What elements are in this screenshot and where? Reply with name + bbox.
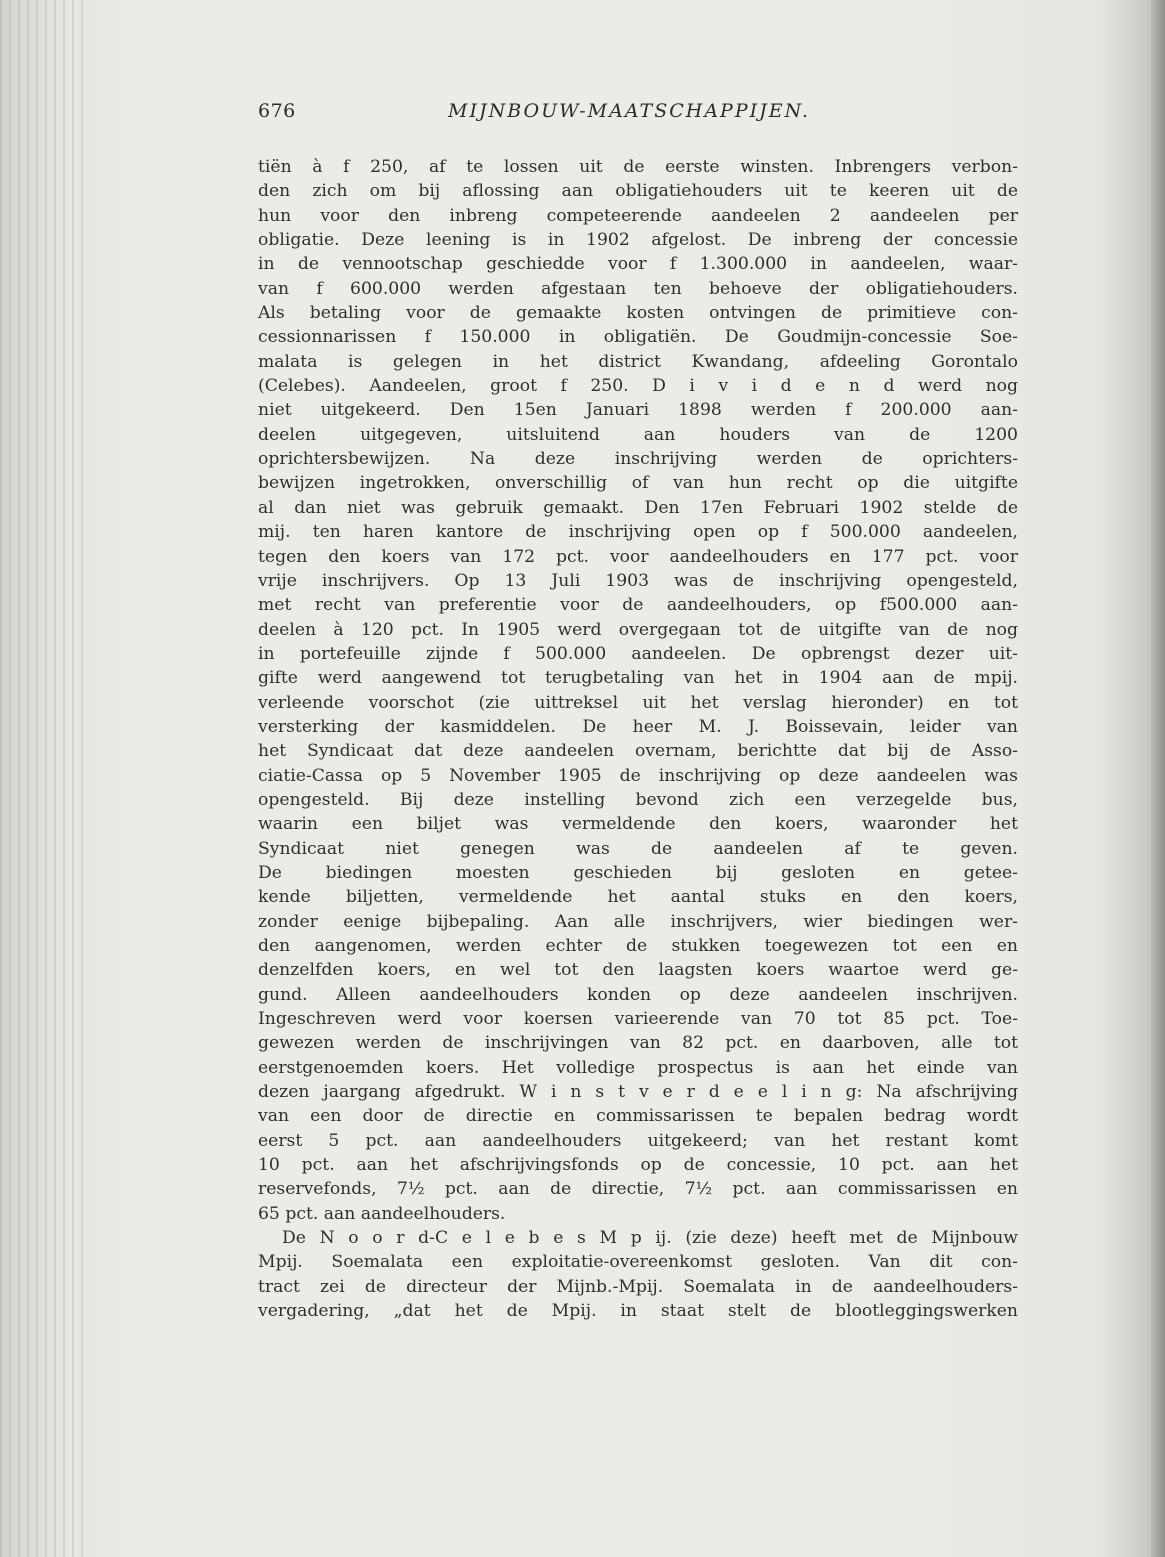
text-line: vrije inschrijvers. Op 13 Juli 1903 was de inschrijving opengesteld,	[258, 570, 1018, 591]
text-line: deelen uitgegeven, uitsluitend aan houders van de 1200	[258, 424, 1018, 445]
text-line: 65 pct. aan aandeelhouders.	[258, 1203, 506, 1224]
text-line: cessionnarissen f 150.000 in obligatiën. De Goudmijn-concessie Soe-	[258, 327, 1018, 348]
running-title: MIJNBOUW-MAATSCHAPPIJEN.	[448, 100, 811, 122]
text-line: mij. ten haren kantore de inschrijving open op f 500.000 aandeelen,	[258, 522, 1018, 543]
text-line: kende biljetten, vermeldende het aantal stuks en den koers,	[258, 887, 1018, 908]
running-header	[258, 100, 1018, 130]
text-line: eerst 5 pct. aan aandeelhouders uitgekeerd; van het restant komt	[258, 1130, 1018, 1151]
page-edge-shadow	[1151, 0, 1165, 1557]
text-line: den aangenomen, werden echter de stukken toegewezen tot een en	[258, 936, 1018, 956]
text-line: ciatie-Cassa op 5 November 1905 de inschrijving op deze aandeelen was	[258, 765, 1018, 786]
text-line: oprichtersbewijzen. Na deze inschrijving werden de oprichters-	[258, 449, 1018, 470]
text-line: gewezen werden de inschrijvingen van 82 pct. en daarboven, alle tot	[258, 1033, 1018, 1054]
text-line: vergadering, „dat het de Mpij. in staat stelt de blootleggingswerken	[258, 1301, 1018, 1322]
text-line: niet uitgekeerd. Den 15en Januari 1898 werden f 200.000 aan-	[258, 400, 1018, 421]
text-line: deelen à 120 pct. In 1905 werd overgegaan tot de uitgifte van de nog	[258, 619, 1018, 640]
binding-gutter	[0, 0, 90, 1557]
text-line: obligatie. Deze leening is in 1902 afgelost. De inbreng der concessie	[258, 230, 1018, 251]
text-line: gifte werd aangewend tot terugbetaling van het in 1904 aan de mpij.	[258, 668, 1018, 689]
text-line: van f 600.000 werden afgestaan ten behoeve der obligatiehouders.	[258, 278, 1018, 299]
page-number: 676	[258, 100, 296, 122]
text-line: opengesteld. Bij deze instelling bevond zich een verzegelde bus,	[258, 789, 1018, 810]
text-line: bewijzen ingetrokken, onverschillig of van hun recht op die uitgifte	[258, 473, 1018, 494]
text-line: dezen jaargang afgedrukt. W i n s t v e r d e e l i n g: Na afschrijving	[258, 1082, 1018, 1103]
text-line: Als betaling voor de gemaakte kosten ontvingen de primitieve con-	[258, 303, 1018, 324]
text-line: reservefonds, 7½ pct. aan de directie, 7½ pct. aan commissarissen en	[258, 1179, 1018, 1200]
text-line: hun voor den inbreng competeerende aandeelen 2 aandeelen per	[258, 205, 1018, 226]
body-text	[258, 155, 1018, 1324]
text-line: het Syndicaat dat deze aandeelen overnam, berichtte dat bij de Asso-	[258, 741, 1018, 762]
text-line: (Celebes). Aandeelen, groot f 250. D i v i d e n d werd nog	[258, 376, 1018, 397]
text-line: Syndicaat niet genegen was de aandeelen af te geven.	[258, 838, 1018, 859]
text-line: malata is gelegen in het district Kwandang, afdeeling Gorontalo	[258, 351, 1018, 372]
text-line: verleende voorschot (zie uittreksel uit het verslag hieronder) en tot	[258, 692, 1018, 713]
text-line: waarin een biljet was vermeldende den koers, waaronder het	[258, 814, 1018, 835]
text-line: versterking der kasmiddelen. De heer M. J. Boissevain, leider van	[258, 716, 1018, 737]
text-line: van een door de directie en commissarissen te bepalen bedrag wordt	[258, 1106, 1018, 1127]
text-line: denzelfden koers, en wel tot den laagsten koers waartoe werd ge-	[258, 960, 1018, 981]
text-line: tiën à f 250, af te lossen uit de eerste winsten. Inbrengers verbon-	[258, 157, 1018, 177]
paragraph-first-line: De N o o r d-C e l e b e s M p ij. (zie deze) heeft met de Mijnbouw	[282, 1228, 1018, 1249]
text-line: zonder eenige bijbepaling. Aan alle inschrijvers, wier biedingen wer-	[258, 911, 1018, 932]
text-line: in portefeuille zijnde f 500.000 aandeelen. De opbrengst dezer uit-	[258, 643, 1018, 664]
text-line: Mpij. Soemalata een exploitatie-overeenkomst gesloten. Van dit con-	[258, 1252, 1018, 1273]
text-line: eerstgenoemden koers. Het volledige prospectus is aan het einde van	[258, 1057, 1018, 1078]
text-line: den zich om bij aflossing aan obligatiehouders uit te keeren uit de	[258, 181, 1018, 202]
text-line: in de vennootschap geschiedde voor f 1.300.000 in aandeelen, waar-	[258, 254, 1018, 275]
text-line: 10 pct. aan het afschrijvingsfonds op de concessie, 10 pct. aan het	[258, 1155, 1018, 1176]
text-line: tract zei de directeur der Mijnb.-Mpij. Soemalata in de aandeelhouders-	[258, 1276, 1018, 1297]
text-line: Ingeschreven werd voor koersen varieerende van 70 tot 85 pct. Toe-	[258, 1009, 1018, 1030]
text-line: gund. Alleen aandeelhouders konden op deze aandeelen inschrijven.	[258, 984, 1018, 1005]
text-line: tegen den koers van 172 pct. voor aandeelhouders en 177 pct. voor	[258, 546, 1018, 567]
text-line: al dan niet was gebruik gemaakt. Den 17en Februari 1902 stelde de	[258, 497, 1018, 518]
text-line: De biedingen moesten geschieden bij gesloten en getee-	[258, 862, 1018, 883]
text-line: met recht van preferentie voor de aandeelhouders, op f500.000 aan-	[258, 595, 1018, 616]
